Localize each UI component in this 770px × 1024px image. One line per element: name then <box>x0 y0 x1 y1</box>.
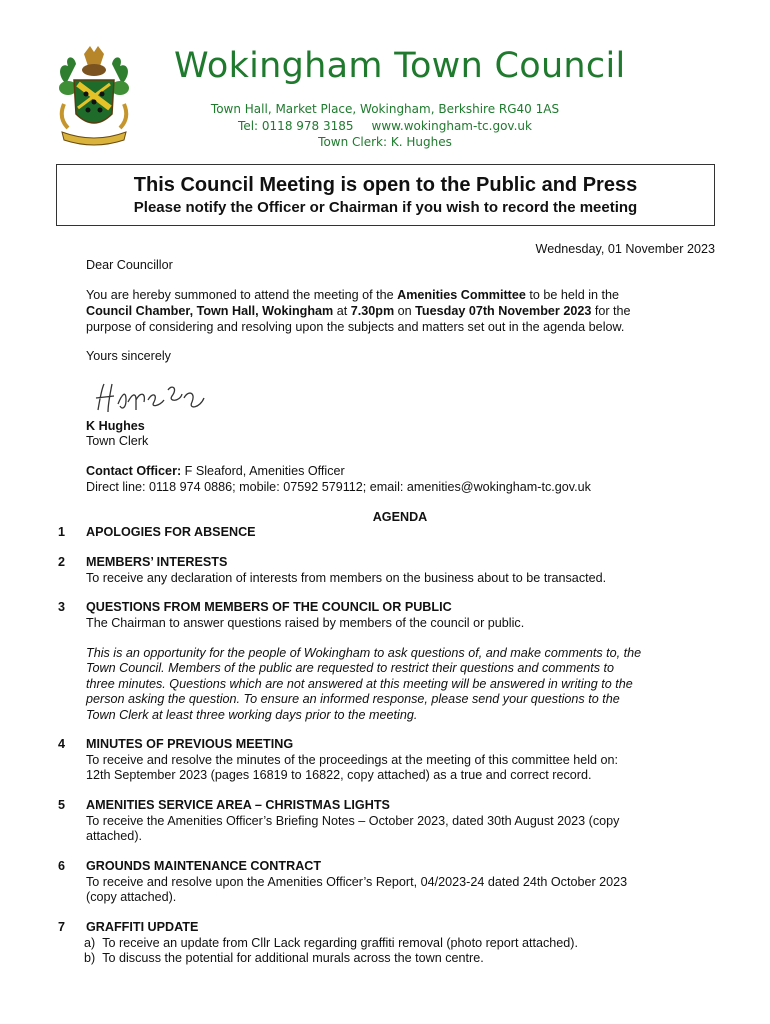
agenda-item-heading: MEMBERS’ INTERESTS <box>86 555 228 569</box>
agenda-item-text: To receive and resolve the minutes of the proceedings at the meeting of this committee held on: <box>86 753 619 767</box>
website-link[interactable]: www.wokingham-tc.gov.uk <box>371 119 532 133</box>
notice-title: This Council Meeting is open to the Public and Press <box>133 174 638 196</box>
summons-line-3: purpose of considering and resolving upon the subjects and matters set out in the agenda below. <box>86 320 625 334</box>
agenda-item-note: Town Clerk at least three working days prior to the meeting. <box>86 708 418 722</box>
agenda-item-number: 4 <box>58 737 66 751</box>
letter-date: Wednesday, 01 November 2023 <box>535 242 715 256</box>
agenda-item-note: person asking the question. To ensure an informed response, please send your questions to the <box>86 692 620 706</box>
agenda-item-number: 7 <box>58 920 66 934</box>
agenda-item-text: attached). <box>86 829 143 843</box>
council-address: Town Hall, Market Place, Wokingham, Berkshire RG40 1AS <box>210 102 560 116</box>
contact-line <box>150 119 620 133</box>
summons-line-1: You are hereby summoned to attend the meeting of the Amenities Committee to be held in the <box>86 288 619 302</box>
council-crest-logo <box>54 44 134 148</box>
agenda-title: AGENDA <box>372 510 428 524</box>
agenda-item-text: (copy attached). <box>86 890 177 904</box>
agenda-item-note: three minutes. Questions which are not answered at this meeting will be answered in writing to the <box>86 677 633 691</box>
agenda-item-text: To receive and resolve upon the Amenities Officer’s Report, 04/2023-24 dated 24th October 2023 <box>86 875 628 889</box>
agenda-item-heading: GROUNDS MAINTENANCE CONTRACT <box>86 859 322 873</box>
telephone: Tel: 0118 978 3185 <box>238 119 354 133</box>
agenda-item-text: To receive the Amenities Officer’s Briefing Notes – October 2023, dated 30th August 2023 (copy <box>86 814 620 828</box>
contact-details: Direct line: 0118 974 0886; mobile: 07592 579112; email: amenities@wokingham-tc.gov.uk <box>86 480 591 494</box>
agenda-item-number: 6 <box>58 859 66 873</box>
agenda-item-number: 1 <box>58 525 66 539</box>
signatory-name: K Hughes <box>86 419 145 433</box>
agenda-item-heading: QUESTIONS FROM MEMBERS OF THE COUNCIL OR PUBLIC <box>86 600 452 614</box>
agenda-item-note: Town Council. Members of the public are requested to restrict their questions and comments to <box>86 661 615 675</box>
agenda-item-heading: AMENITIES SERVICE AREA – CHRISTMAS LIGHTS <box>86 798 390 812</box>
contact-officer: Contact Officer: F Sleaford, Amenities Officer <box>86 464 345 478</box>
agenda-item-number: 3 <box>58 600 66 614</box>
agenda-item-text: 12th September 2023 (pages 16819 to 16822, copy attached) as a true and correct record. <box>86 768 592 782</box>
agenda-item-text: To receive any declaration of interests from members on the business about to be transacted. <box>86 571 607 585</box>
agenda-item-heading: APOLOGIES FOR ABSENCE <box>86 525 256 539</box>
salutation: Dear Councillor <box>86 258 173 272</box>
agenda-subitem-a: a) To receive an update from Cllr Lack regarding graffiti removal (photo report attached). <box>84 936 578 950</box>
council-name: Wokingham Town Council <box>174 46 626 86</box>
agenda-item-text: The Chairman to answer questions raised by members of the council or public. <box>86 616 525 630</box>
agenda-item-number: 5 <box>58 798 66 812</box>
signatory-title: Town Clerk <box>86 434 149 448</box>
agenda-item-heading: MINUTES OF PREVIOUS MEETING <box>86 737 294 751</box>
notice-subtitle: Please notify the Officer or Chairman if you wish to record the meeting <box>133 199 638 216</box>
agenda-item-number: 2 <box>58 555 66 569</box>
public-notice-box <box>56 164 715 226</box>
agenda-item-heading: GRAFFITI UPDATE <box>86 920 199 934</box>
agenda-subitem-b: b) To discuss the potential for additional murals across the town centre. <box>84 951 484 965</box>
town-clerk-line: Town Clerk: K. Hughes <box>318 135 452 149</box>
handwritten-signature <box>92 380 222 416</box>
summons-line-2: Council Chamber, Town Hall, Wokingham at 7.30pm on Tuesday 07th November 2023 for the <box>86 304 631 318</box>
agenda-item-note: This is an opportunity for the people of Wokingham to ask questions of, and make comments to, the <box>86 646 642 660</box>
closing: Yours sincerely <box>86 349 171 363</box>
